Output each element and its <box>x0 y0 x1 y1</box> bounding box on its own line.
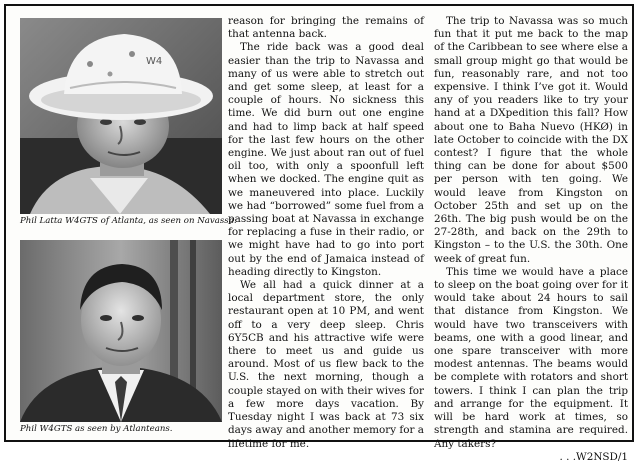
article-column-middle <box>228 15 424 451</box>
paragraph: The trip to Navassa was so much fun that it put me back to the map of the Caribbean to see where else a small group might go that would be fun, reasonably rare, and not too expensive. I think I’ve got it. Would any of you readers like to try your hand at a DXpedition this fall? How about one to Baha Nuevo (HKØ) in late October to coincide with the DX contest? I figure that the whole thing can be done for about $500 per person with ten going. We would leave from Kingston on October 25th and set up on the 26th. The big push would be on the 27-28th, and back on the 29th to Kingston – to the U.S. the 30th. One week of great fun. <box>434 15 628 265</box>
photo-phil-latta-navassa <box>20 18 222 214</box>
magazine-page <box>4 4 634 463</box>
paragraph: This time we would have a place to sleep on the boat going over for it would take about 24 hours to sail that distance from Kingston. We would have two transceivers with beams, one with a good linear, and one spare transceiver with more modest antennas. The beams would be complete with rotators and short towers. I think I can plan the trip and arrange for the equipment. It will be hard work at times, so strength and stamina are required. Any takers? <box>434 265 628 450</box>
paragraph: reason for bringing the remains of that antenna back. <box>228 15 424 41</box>
hat-lettering: W4 <box>146 56 163 67</box>
article-column-right <box>434 15 628 464</box>
paragraph: We all had a quick dinner at a local department store, the only restaurant open at 10 PM, and went off to a very deep sleep. Chris 6Y5CB and his attractive wife were there to meet us and guide us around. Most of us flew back to the U.S. the next morning, though a couple stayed on with their wives for a few more days vacation. By Tuesday night I was back at 73 six days away and another memory for a lifetime for me. <box>228 279 424 450</box>
photo-caption-atlanteans: Phil W4GTS as seen by Atlanteans. <box>20 424 173 434</box>
photo-caption-navassa: Phil Latta W4GTS of Atlanta, as seen on Navassa. <box>20 216 237 226</box>
photo-phil-atlanteans <box>20 240 222 422</box>
photo-portrait-image <box>20 240 222 422</box>
author-signature: . . .W2NSD/1 <box>559 450 628 463</box>
photo-hat-man-image <box>20 18 222 214</box>
paragraph: The ride back was a good deal easier than the trip to Navassa and many of us were able to stretch out and get some sleep, at least for a couple of hours. No sickness this time. We did burn out one engine and had to limp back at half speed for the last few hours on the other engine. We just about ran out of fuel oil too, with only a spoonfull left when we docked. The engine quit as we maneuvered into place. Luckily we had “borrowed” some fuel from a passing boat at Navassa in exchange for replacing a fuse in their radio, or we might have had to go into port out by the end of Jamaica instead of heading directly to Kingston. <box>228 41 424 278</box>
